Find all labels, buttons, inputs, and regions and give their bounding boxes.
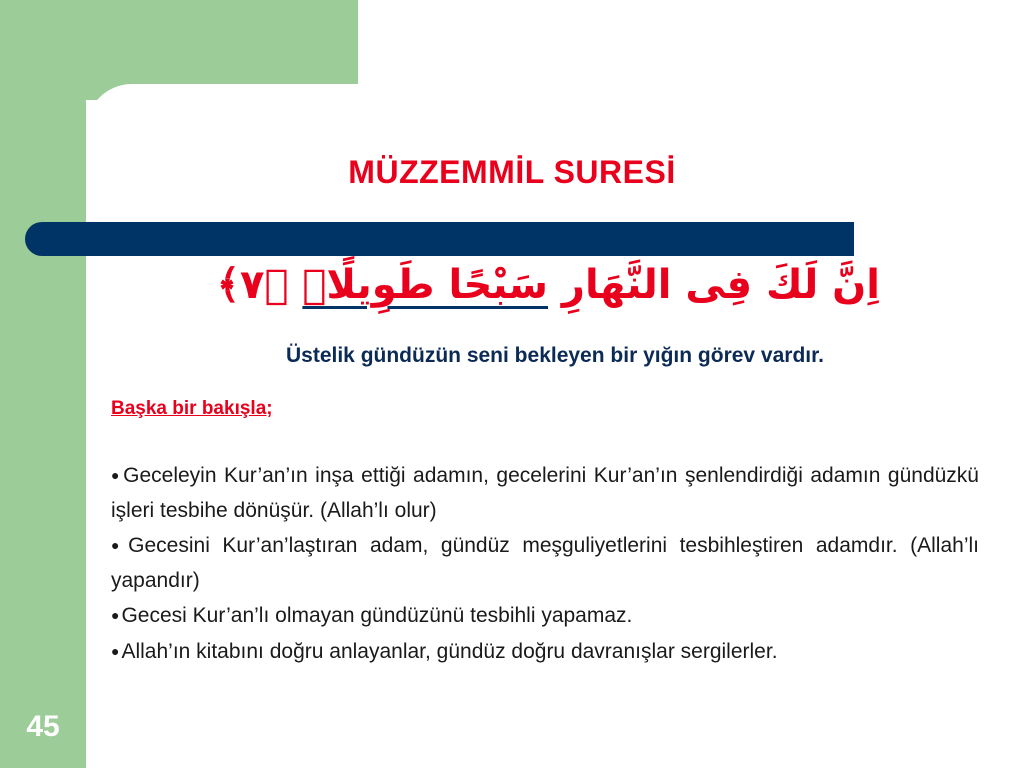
title-divider-bar — [25, 222, 854, 256]
bullet-icon: ● — [111, 467, 122, 483]
verse-translation: Üstelik gündüzün seni bekleyen bir yığın görev vardır. — [286, 344, 824, 367]
list-item — [111, 634, 979, 670]
bullet-icon: ● — [111, 607, 120, 623]
section-heading: Başka bir bakışla; — [111, 398, 273, 419]
slide-title: MÜZZEMMİL SURESİ — [348, 154, 676, 190]
bullet-text: Geceleyin Kur’an’ın inşa ettiği adamın, gecelerini Kur’an’ın şenlendirdiği adamın gündüzkü işleri tesbihe dönüşür. (Allah’lı olur) — [111, 464, 979, 522]
arabic-verse-underlined: سَبْحًا طَوِيلًاۜ — [302, 262, 548, 308]
decor-green-sidebar — [0, 0, 86, 768]
bullet-text: Gecesi Kur’an’lı olmayan gündüzünü tesbihli yapamaz. — [121, 604, 633, 627]
bullet-text: Allah’ın kitabını doğru anlayanlar, gündüz doğru davranışlar sergilerler. — [121, 639, 778, 663]
list-item — [111, 528, 979, 598]
bullet-icon: ● — [111, 642, 120, 659]
bullet-text: Gecesini Kur’an’laştıran adam, gündüz meşguliyetlerini tesbihleştiren adamdır. (Allah’lı yapandır) — [111, 534, 979, 592]
verse-number: ﴿٧﴾ — [216, 262, 303, 308]
list-item — [111, 598, 979, 634]
list-item — [111, 458, 979, 528]
bullet-list — [111, 458, 979, 669]
bullet-icon: ● — [111, 537, 127, 553]
page-number: 45 — [26, 710, 60, 743]
arabic-verse-part-1: اِنَّ لَكَ فِى النَّهَارِ — [548, 262, 880, 308]
arabic-verse — [216, 262, 880, 322]
